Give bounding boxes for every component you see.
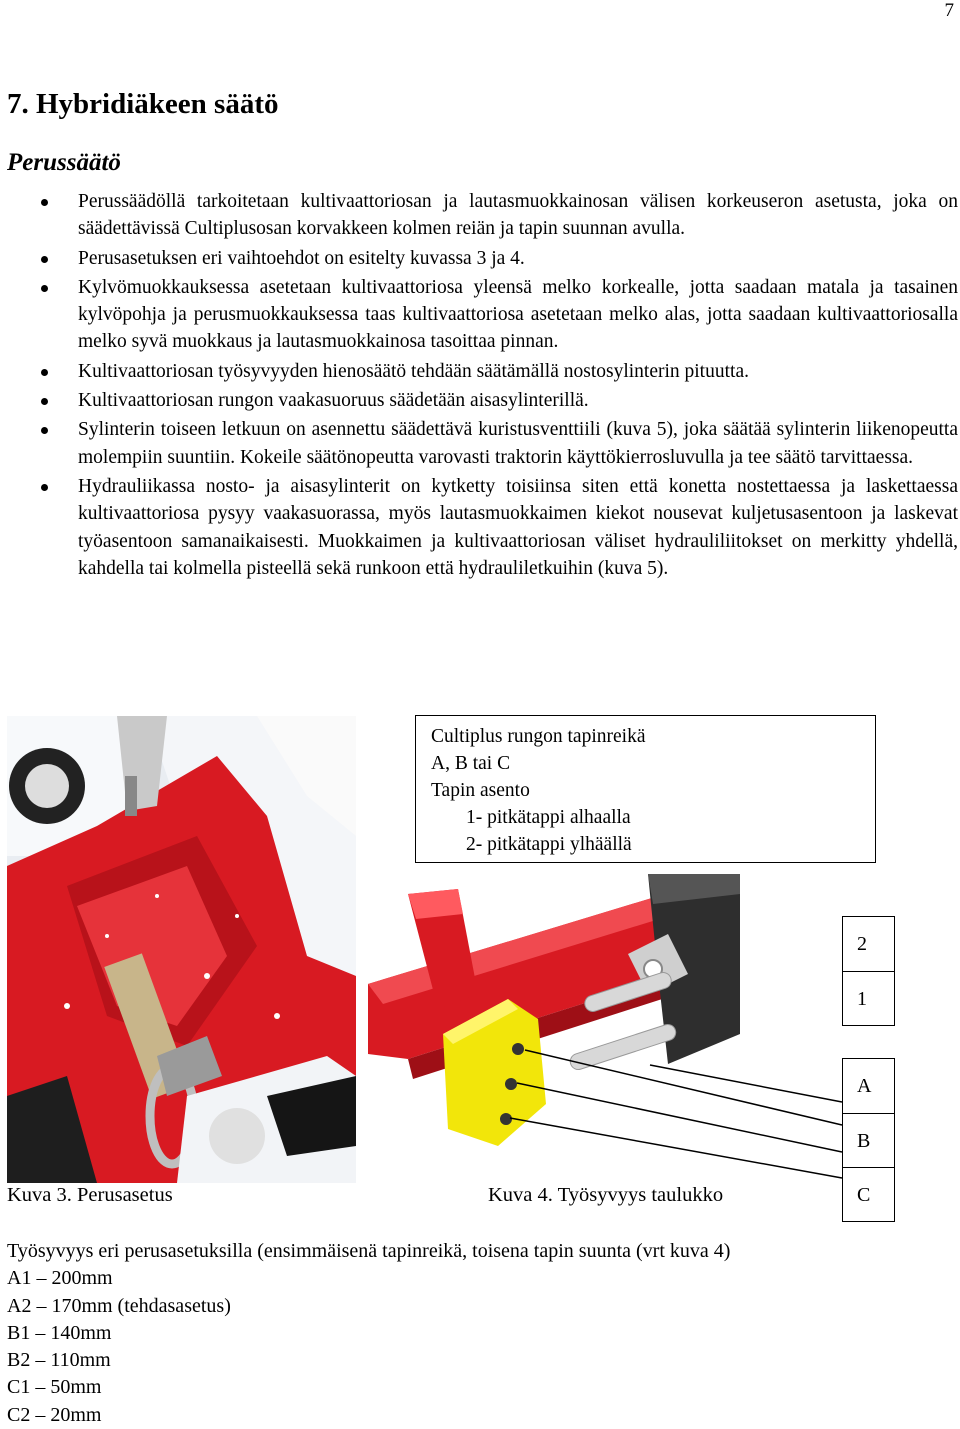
caption-figure-4: Kuva 4. Työsyvyys taulukko: [488, 1184, 724, 1206]
bullet-icon: [41, 427, 48, 434]
caption-figure-3: Kuva 3. Perusasetus: [7, 1184, 173, 1206]
legend-item: 2- pitkätappi ylhäällä: [466, 834, 632, 855]
label-hole-b: B: [843, 1113, 894, 1167]
bullet-item: Kylvömuokkauksessa asetetaan kultivaattoriosa yleensä melko korkealle, jotta saadaan matala ja tasainen kylvöpohja ja perusmuokkauksessa taas kultivaattoriosa asetetaan melko alas, jotta saadaan kultivaattoriosalla melko syvä muokkaus ja lautasmuokkainosa tasoittaa pinnan.: [0, 274, 958, 356]
label-pin-1: 1: [843, 971, 894, 1025]
depth-row: B2 – 110mm: [7, 1349, 111, 1372]
bullet-item: Kultivaattoriosan työsyvyyden hienosäätö tehdään säätämällä nostosylinterin pituutta.: [0, 358, 958, 385]
pin-position-labels: [842, 916, 895, 1026]
legend-line: Cultiplus rungon tapinreikä: [431, 726, 646, 747]
bullet-item: Sylinterin toiseen letkuun on asennettu säädettävä kuristusventtiili (kuva 5), joka säätää sylinterin liikenopeutta molempiin suuntiin. Kokeile säätönopeutta varovasti traktorin käyttökierrosluvulla ja tee säätö tarvittaessa.: [0, 416, 958, 471]
bullet-icon: [41, 369, 48, 376]
bullet-list: [0, 188, 958, 584]
page-number: 7: [944, 0, 954, 21]
bullet-icon: [41, 398, 48, 405]
depth-row: C2 – 20mm: [7, 1403, 102, 1426]
bullet-icon: [41, 256, 48, 263]
depth-row: A1 – 200mm: [7, 1267, 113, 1290]
depth-settings: [7, 1238, 730, 1429]
depth-row: B1 – 140mm: [7, 1321, 112, 1344]
legend-box: [415, 715, 876, 863]
render-depth-table: [368, 874, 740, 1152]
bullet-icon: [41, 484, 48, 491]
bullet-item: Perussäädöllä tarkoitetaan kultivaattoriosan ja lautasmuokkainosan välisen korkeuseron asetusta, joka on säädettävissä Cultiplusosan korvakkeen kolmen reiän ja tapin suunnan avulla.: [0, 188, 958, 243]
hole-labels: [842, 1058, 895, 1222]
depth-intro: Työsyvyys eri perusasetuksilla (ensimmäisenä tapinreikä, toisena tapin suunta (vrt kuva 4): [7, 1240, 731, 1262]
label-hole-c: C: [843, 1167, 894, 1221]
legend-line: A, B tai C: [431, 753, 511, 774]
legend-line: Tapin asento: [431, 780, 530, 801]
bullet-item: Kultivaattoriosan rungon vaakasuoruus säädetään aisasylinterillä.: [0, 387, 958, 414]
depth-row: C1 – 50mm: [7, 1376, 102, 1399]
legend-item: 1- pitkätappi alhaalla: [466, 807, 631, 828]
photo-basic-setting: [7, 716, 356, 1183]
bullet-icon: [41, 285, 48, 292]
bullet-item: Perusasetuksen eri vaihtoehdot on esitelty kuvassa 3 ja 4.: [0, 245, 958, 272]
subsection-heading: Perussäätö: [7, 149, 121, 176]
section-heading: 7. Hybridiäkeen säätö: [7, 88, 279, 120]
label-pin-2: 2: [857, 933, 867, 955]
label-hole-a: A: [857, 1075, 872, 1097]
bullet-icon: [41, 199, 48, 206]
bullet-item: Hydrauliikassa nosto- ja aisasylinterit on kytketty toisiinsa siten että konetta nostettaessa ja laskettaessa kultivaattoriosa pysyy vaakasuorassa, myös lautasmuokkaimen kiekot nousevat kuljetusasentoon ja laskevat työasentoon samanaikaisesti. Muokkaimen ja kultivaattoriosan väliset hydrauliliitokset on merkitty yhdellä, kahdella tai kolmella pisteellä sekä runkoon että hydrauliletkuihin (kuva 5).: [0, 473, 958, 582]
depth-row: A2 – 170mm (tehdasasetus): [7, 1294, 231, 1317]
